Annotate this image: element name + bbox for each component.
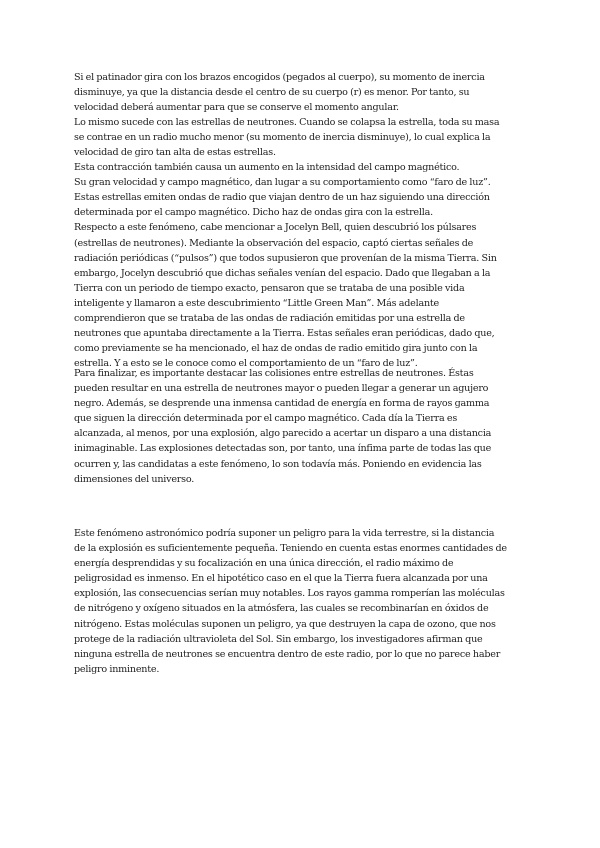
text-line: velocidad deberá aumentar para que se conserve el momento angular.: [74, 101, 399, 113]
text-line: Su gran velocidad y campo magnético, dan lugar a su comportamiento como “faro de luz”.: [74, 177, 491, 189]
text-line: inteligente y llamaron a este descubrimiento “Little Green Man”. Más adelante: [74, 297, 439, 309]
text-line: pueden resultar en una estrella de neutrones mayor o pueden llegar a generar un agujero: [74, 383, 489, 395]
text-line: ninguna estrella de neutrones se encuentra dentro de este radio, por lo que no parece haber: [74, 648, 501, 660]
text-line: Este fenómeno astronómico podría suponer un peligro para la vida terrestre, si la distancia: [74, 528, 495, 539]
text-line: Estas estrellas emiten ondas de radio que viajan dentro de un haz siguiendo una dirección: [74, 192, 490, 204]
text-line: inimaginable. Las explosiones detectadas son, por tanto, una ínfima parte de todas las que: [74, 443, 492, 455]
text-line: estrella. Y a esto se le conoce como el comportamiento de un “faro de luz”.: [74, 358, 418, 370]
text-line: nitrógeno. Estas moléculas suponen un peligro, ya que destruyen la capa de ozono, que nos: [74, 618, 496, 630]
text-line: embargo, Jocelyn descubrió que dichas señales venían del espacio. Dado que llegaban a la: [74, 267, 491, 279]
text-line: que siguen la dirección determinada por el campo magnético. Cada día la Tierra es: [74, 413, 458, 425]
text-line: neutrones que apuntaba directamente a la Tierra. Estas señales eran periódicas, dado que,: [74, 328, 495, 340]
text-line: Respecto a este fenómeno, cabe mencionar a Jocelyn Bell, quien descubrió los púlsares: [74, 222, 477, 234]
text-line: dimensiones del universo.: [74, 473, 195, 485]
paragraph-block-1: [74, 70, 526, 372]
text-line: (estrellas de neutrones). Mediante la observación del espacio, captó ciertas señales de: [74, 237, 474, 249]
text-line: peligrosidad es inmenso. En el hipotético caso en el que la Tierra fuera alcanzada por una: [74, 573, 488, 585]
text-line: ocurren y, las candidatas a este fenómeno, lo son todavía más. Poniendo en evidencia las: [74, 458, 482, 470]
text-line: Lo mismo sucede con las estrellas de neutrones. Cuando se colapsa la estrella, toda su masa: [74, 116, 500, 128]
text-line: como previamente se ha mencionado, el haz de ondas de radio emitido gira junto con la: [74, 343, 478, 355]
paragraph-block-3: [74, 526, 526, 677]
paragraph-block-2: [74, 366, 526, 487]
text-line: peligro inminente.: [74, 663, 160, 675]
text-line: Esta contracción también causa un aumento en la intensidad del campo magnético.: [74, 162, 460, 174]
text-line: Si el patinador gira con los brazos encogidos (pegados al cuerpo), su momento de inercia: [74, 71, 485, 83]
text-line: velocidad de giro tan alta de estas estrellas.: [74, 146, 276, 158]
text-line: protege de la radiación ultravioleta del Sol. Sin embargo, los investigadores afirman que: [74, 633, 483, 645]
text-line: explosión, las consecuencias serían muy notables. Los rayos gamma romperían las moléculas: [74, 588, 505, 600]
text-line: energía desprendidas y su focalización en una única dirección, el radio máximo de: [74, 558, 454, 570]
text-line: se contrae en un radio mucho menor (su momento de inercia disminuye), lo cual explica la: [74, 131, 491, 143]
text-line: determinada por el campo magnético. Dicho haz de ondas gira con la estrella.: [74, 207, 433, 219]
text-line: comprendieron que se trataba de las ondas de radiación emitidas por una estrella de: [74, 313, 465, 324]
text-line: de nitrógeno y oxígeno situados en la atmósfera, las cuales se recombinarían en óxidos de: [74, 603, 489, 615]
text-line: alcanzada, al menos, por una explosión, algo parecido a acertar un disparo a una distancia: [74, 428, 492, 440]
text-line: disminuye, ya que la distancia desde el centro de su cuerpo (r) es menor. Por tanto, su: [74, 86, 470, 98]
text-line: radiación periódicas (“pulsos”) que todos supusieron que provenían de la misma Tierra. Sin: [74, 252, 497, 264]
text-line: Para finalizar, es importante destacar las colisiones entre estrellas de neutrones. Éstas: [74, 368, 474, 379]
text-line: negro. Además, se desprende una inmensa cantidad de energía en forma de rayos gamma: [74, 398, 490, 410]
text-line: Tierra con un periodo de tiempo exacto, pensaron que se trataba de una posible vida: [74, 282, 465, 294]
text-line: de la explosión es suficientemente pequeña. Teniendo en cuenta estas enormes cantidades de: [74, 543, 507, 555]
